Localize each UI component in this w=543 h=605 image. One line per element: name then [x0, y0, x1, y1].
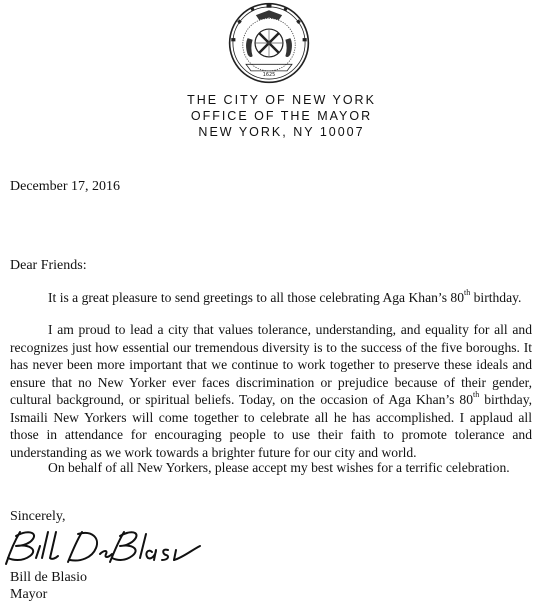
- letterhead-city: THE CITY OF NEW YORK: [187, 93, 376, 107]
- paragraph-1-text: It is a great pleasure to send greetings to all those celebrating Aga Khan’s 80: [48, 290, 464, 305]
- signer-name: Bill de Blasio: [10, 570, 87, 585]
- nyc-seal-icon: [228, 2, 310, 84]
- paragraph-1-end: birthday.: [470, 290, 522, 305]
- paragraph-3: On behalf of all New Yorkers, please accept my best wishes for a terrific celebration.: [48, 460, 510, 475]
- paragraph-1-sup: th: [464, 288, 471, 298]
- salutation: Dear Friends:: [10, 258, 87, 273]
- letterhead: [0, 92, 543, 140]
- signer-title: Mayor: [10, 587, 48, 602]
- closing: Sincerely,: [10, 509, 66, 524]
- paragraph-1: [10, 289, 532, 307]
- paragraph-2-end: birthday, Ismaili New Yorkers will come together to celebrate all he has accomplished. I applaud all those in attendance for encouraging people to use their faith to promote tolerance and understanding as we work towards a brighter future for our city and world.: [10, 392, 533, 460]
- letterhead-office: OFFICE OF THE MAYOR: [190, 109, 373, 123]
- seal-year: 1625: [262, 71, 276, 78]
- signature-image: [0, 524, 205, 568]
- paragraph-2: [10, 321, 532, 461]
- paragraph-2-sup: th: [473, 390, 480, 400]
- paragraph-2-text: I am proud to lead a city that values tolerance, understanding, and equality for all and recognizes just how essential our tremendous diversity is to the success of the five boroughs. It has never been more important that we continue to work together to preserve these ideals and ensure that no New Yorker ever faces discrimination or prejudice because of their gender, cultural background, or spiritual beliefs. Today, on the occasion of Aga Khan’s 80: [10, 322, 532, 407]
- letterhead-address: NEW YORK, NY 10007: [198, 125, 365, 139]
- letter-date: December 17, 2016: [10, 179, 121, 194]
